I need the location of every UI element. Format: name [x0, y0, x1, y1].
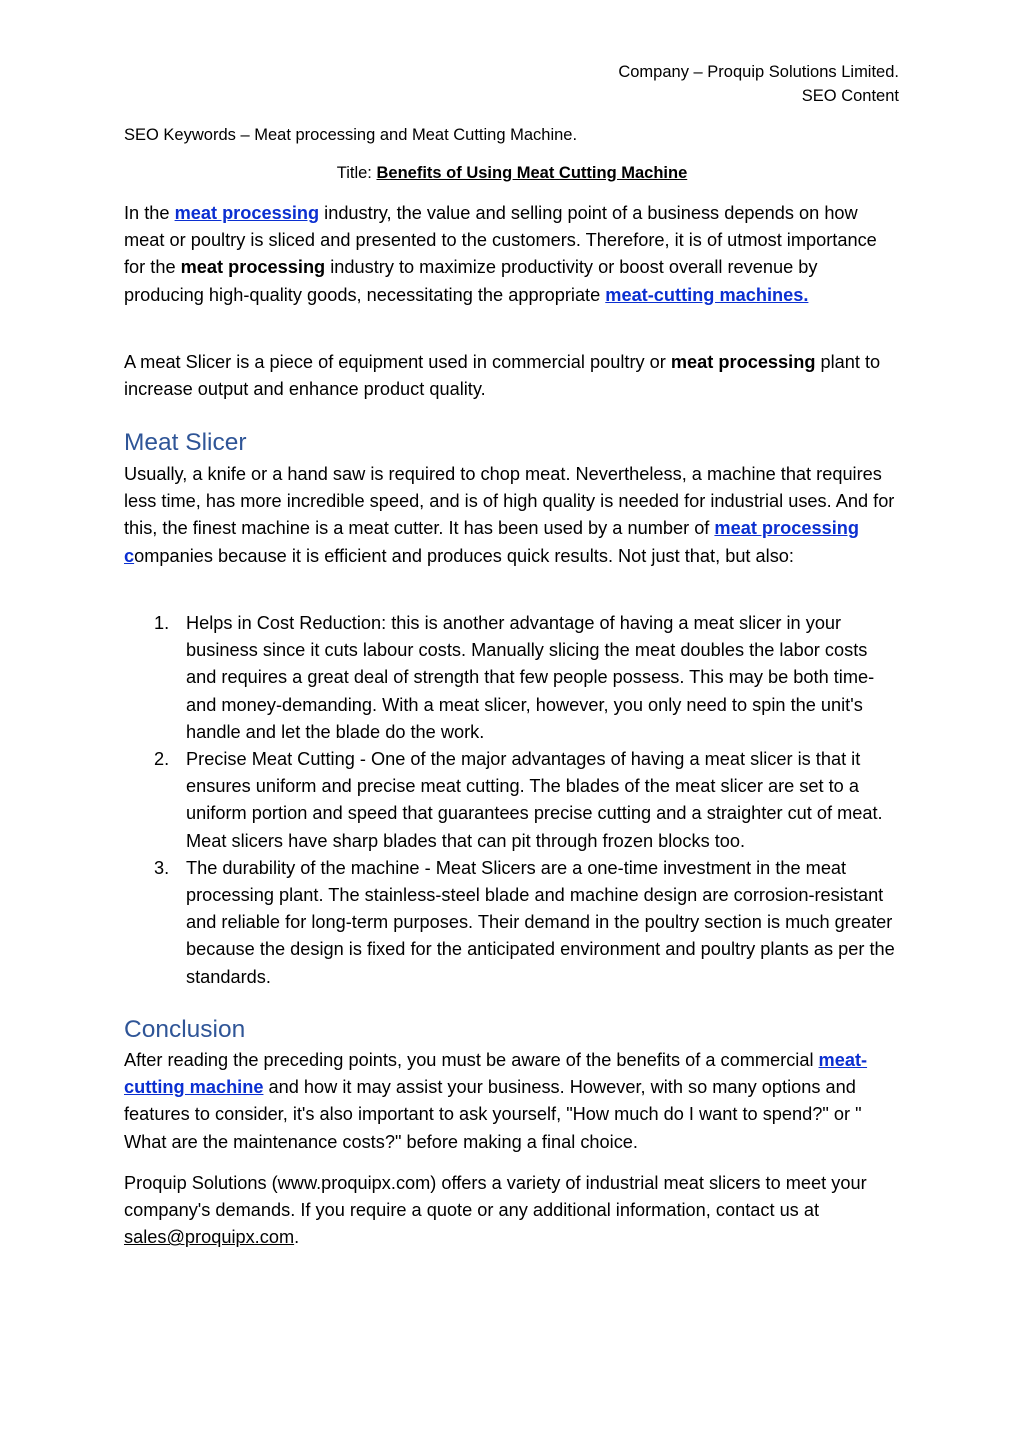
intro-p1-bold: meat processing: [180, 257, 326, 278]
conclusion-paragraph-1: [124, 1047, 900, 1156]
meat-slicer-text-a: Usually, a knife or a hand saw is required to chop meat. Nevertheless, a machine that requires less time, has more incredible speed, and is of high quality is needed for industrial uses. And for this, the finest machine is a meat cutter. It has been used by a number of: [124, 464, 895, 539]
list-item-text: Helps in Cost Reduction: this is another advantage of having a meat slicer in your business since it cuts labour costs. Manually slicing the meat doubles the labor costs and requires a great deal of strength that few people possess. This may be both time- and money-demanding. With a meat slicer, however, you only need to spin the unit's handle and let the blade do the work.: [186, 613, 875, 742]
list-item: [124, 855, 900, 991]
title-text: Benefits of Using Meat Cutting Machine: [376, 164, 688, 182]
seo-keywords-line: SEO Keywords – Meat processing and Meat Cutting Machine.: [124, 126, 578, 144]
heading-meat-slicer: Meat Slicer: [124, 429, 247, 456]
list-item-text: The durability of the machine - Meat Slicers are a one-time investment in the meat processing plant. The stainless-steel blade and machine design are corrosion-resistant and reliable for long-term purposes. Their demand in the poultry section is much greater because the design is fixed for the anticipated environment and poultry plants as per the standards.: [186, 857, 895, 987]
link-meat-processing[interactable]: meat processing: [174, 203, 320, 223]
intro-p1-text-c: industry to maximize productivity or boost overall revenue by producing high-quality goods, necessitating the appropriate: [124, 257, 818, 305]
conclusion-p1-text-a: After reading the preceding points, you must be aware of the benefits of a commercial: [124, 1050, 819, 1070]
link-meat-processing-companies[interactable]: meat processing c: [124, 518, 859, 566]
list-item: [124, 610, 900, 746]
link-meat-cutting-machine[interactable]: meat-cutting machine: [124, 1050, 868, 1098]
company-line: Company – Proquip Solutions Limited.: [618, 63, 899, 81]
intro-p1-text-b: industry, the value and selling point of a business depends on how meat or poultry is sliced and presented to the customers. Therefore, it is of utmost importance for the: [124, 203, 877, 278]
benefits-list: [124, 610, 900, 991]
document-title: [124, 162, 900, 184]
link-meat-cutting-machines[interactable]: meat-cutting machines.: [605, 284, 809, 305]
intro-paragraph-1: [124, 200, 900, 309]
doc-type-line: SEO Content: [801, 87, 899, 105]
conclusion-p2-text-a: Proquip Solutions (www.proquipx.com) offers a variety of industrial meat slicers to meet your company's demands. If you require a quote or any additional information, contact us at: [124, 1173, 867, 1221]
intro-p2-bold: meat processing: [670, 352, 816, 372]
intro-paragraph-2: [124, 349, 900, 403]
intro-p2-text-b: plant to increase output and enhance product quality.: [124, 352, 881, 400]
conclusion-p2-text-b: .: [294, 1227, 300, 1248]
intro-p2-text-a: A meat Slicer is a piece of equipment used in commercial poultry or: [124, 352, 671, 372]
email-link[interactable]: sales@proquipx.com: [124, 1227, 295, 1248]
list-number: 2.: [154, 749, 170, 770]
document-header: [618, 60, 899, 108]
list-number: 3.: [154, 857, 170, 878]
list-item: [124, 746, 900, 855]
meat-slicer-text-b: ompanies because it is efficient and produces quick results. Not just that, but also:: [134, 545, 794, 566]
heading-conclusion: Conclusion: [124, 1016, 246, 1043]
intro-p1-text-a: In the: [124, 203, 175, 223]
list-item-text: Precise Meat Cutting - One of the major advantages of having a meat slicer is that it ensures uniform and precise meat cutting. The blades of the meat slicer are set to a uniform portion and speed that guarantees precise cutting and a straighter cut of meat. Meat slicers have sharp blades that can pit through frozen blocks too.: [186, 749, 883, 851]
conclusion-paragraph-2: [124, 1170, 900, 1252]
meat-slicer-paragraph: [124, 461, 900, 570]
conclusion-p1-text-b: and how it may assist your business. However, with so many options and features to consider, it's also important to ask yourself, "How much do I want to spend?" or " What are the maintenance costs?" before making a final choice.: [124, 1077, 862, 1152]
list-number: 1.: [154, 613, 170, 633]
title-prefix: Title:: [336, 164, 377, 182]
